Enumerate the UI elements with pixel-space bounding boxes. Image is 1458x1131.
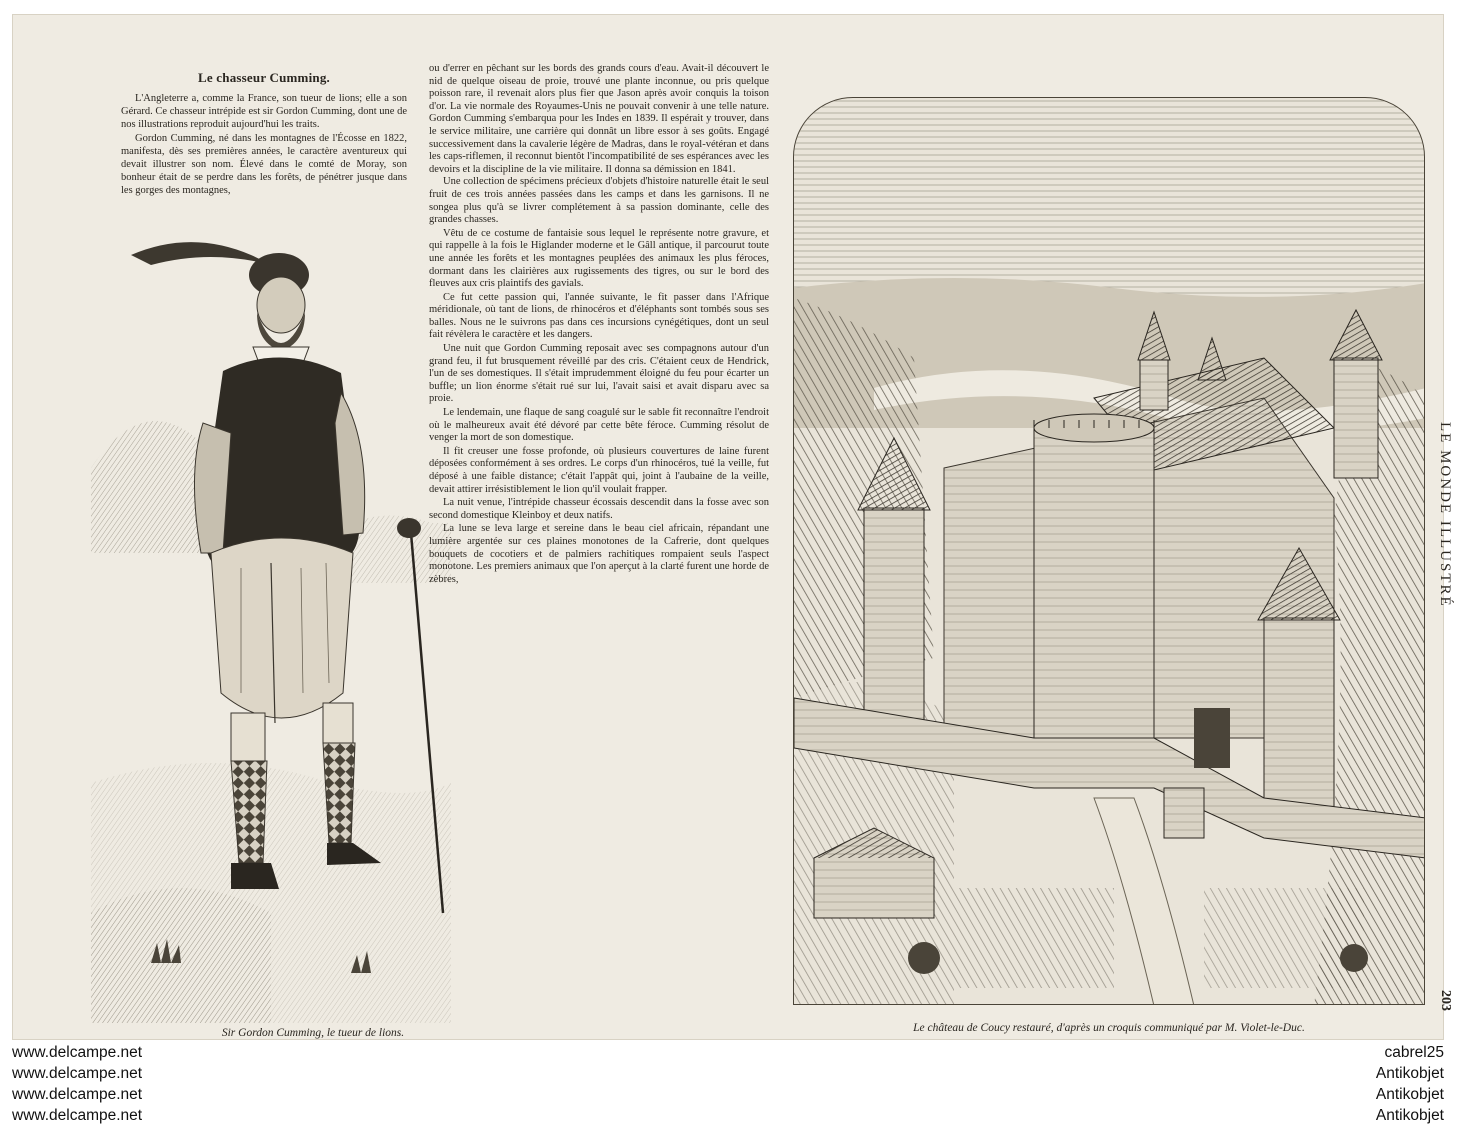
article-paragraph: Une nuit que Gordon Cumming reposait avec ses compagnons autour d'un grand feu, il fut brusquement réveillé par des cris. C'étaient ceux de Hendrick, l'un de ses domestiques. Il s'était imprudemment éloigné du feu pour écarter un buffle; un lion énorme s'était rué sur lui, l'avait saisi et avait disparu avec sa proie. xyxy=(429,343,769,405)
article-column-left xyxy=(121,71,407,198)
cumming-caption: Sir Gordon Cumming, le tueur de lions. xyxy=(221,1027,405,1039)
watermark-left: www.delcampe.net xyxy=(12,1044,143,1061)
article-paragraph: Le lendemain, une flaque de sang coagulé sur le sable fit reconnaître l'endroit où le malheureux avait été dévoré par cette bête féroce. Cumming résolut de venger la mort de son domestique. xyxy=(429,407,769,444)
watermark-right: cabrel25 xyxy=(1384,1044,1444,1061)
article-paragraph: Ce fut cette passion qui, l'année suivante, le fit passer dans l'Afrique méridionale, où tant de lions, de rhinocéros et d'éléphants sont tombés sous ses balles. Nous ne le suivrons pas dans ces incursions cynégétiques, dont un seul fait révèlera le caractère et les dangers. xyxy=(429,291,769,341)
watermark-left: www.delcampe.net xyxy=(12,1065,143,1082)
watermark-right: Antikobjet xyxy=(1375,1107,1444,1124)
watermark-left: www.delcampe.net xyxy=(12,1107,143,1124)
article-title: Le chasseur Cumming. xyxy=(198,70,330,85)
page-number: 203 xyxy=(1438,989,1453,1011)
watermark-left: www.delcampe.net xyxy=(12,1086,143,1103)
article-paragraph: Gordon Cumming, né dans les montagnes de l'Écosse en 1822, manifesta, dès ses premières années, le caractère aventureux qui devait illustrer son nom. Élevé dans le comté de Moray, son bonheur était de se perdre dans les forêts, de pénétrer jusque dans les gorges des montagnes, xyxy=(121,133,407,196)
article-column-middle xyxy=(429,63,769,1031)
castle-caption: Le château de Coucy restauré, d'après un croquis communiqué par M. Violet-le-Duc. xyxy=(913,1022,1305,1034)
article-paragraph: Il fit creuser une fosse profonde, où plusieurs couvertures de laine furent déposées conformément à ses ordres. Le corps d'un rhinocéros, tué la veille, fut déposé à une faible distance; c'était l'appât qui, joint à l'aubaine de la veille, devait attirer irrésistiblement le lion qu'il voulait frapper. xyxy=(429,445,769,495)
article-paragraph: Vêtu de ce costume de fantaisie sous lequel le représente notre gravure, et qui rappelle à la fois le Higlander moderne et le Gâll antique, il parcourut toute une année les forêts et les montagnes peuplées des animaux les plus féroces, dormant dans les clairières aux rugissements des tigres, ou sur le bord des fleuves aux cris plaintifs des gavials. xyxy=(429,227,769,290)
article-paragraph: Une collection de spécimens précieux d'objets d'histoire naturelle était le seul fruit de ces trois années passées dans les camps et dans les garnisons. Il ne songea plus qu'à se livrer complétement à sa passion dominante, celle des grandes chasses. xyxy=(429,176,769,226)
article-paragraph: La nuit venue, l'intrépide chasseur écossais descendit dans la fosse avec son second domestique Kleinboy et deux natifs. xyxy=(429,497,769,521)
newspaper-page xyxy=(12,14,1453,1040)
article-paragraph: L'Angleterre a, comme la France, son tueur de lions; elle a son Gérard. Ce chasseur intrépide est sir Gordon Cumming, dont une de nos illustrations reproduit aujourd'hui les traits. xyxy=(121,93,407,130)
cumming-engraving xyxy=(91,223,451,1023)
article-paragraph: La lune se leva large et sereine dans le beau ciel africain, répandant une lumière argentée sur ces plaines monotones de la Cafrerie, dont quelques bouquets de cocotiers et de palmiers rachitiques rompaient seuls l'aspect monotone. Les premiers animaux que l'on aperçut à la clarté furent une horde de zèbres, xyxy=(429,523,769,585)
article-paragraph: ou d'errer en pêchant sur les bords des grands cours d'eau. Avait-il découvert le nid de quelque oiseau de proie, trouvé une plante inconnue, ou pris quelque poisson rare, il revenait alors plus fier que Jason après avoir conquis la toison d'or. La vie normale des Royaumes-Unis ne pouvait convenir à une telle nature. Gordon Cumming s'embarqua pour les Indes en 1839. Il espérait y trouver, dans le service militaire, une carrière qui donnât un libre essor à ses goûts. Engagé successivement dans la cavalerie légère de Madras, dans le royal-vétéran et dans les caps-riflemen, il reconnut bientôt l'incompatibilité de ses espérances avec les devoirs et la discipline de la vie militaire. Il donna sa démission en 1841. xyxy=(429,63,769,175)
watermark-right: Antikobjet xyxy=(1375,1086,1444,1103)
castle-engraving xyxy=(793,97,1425,1005)
watermark-strip xyxy=(0,1040,1458,1131)
watermark-right: Antikobjet xyxy=(1375,1065,1444,1082)
masthead-vertical: LE MONDE ILLUSTRÉ xyxy=(1437,422,1453,608)
